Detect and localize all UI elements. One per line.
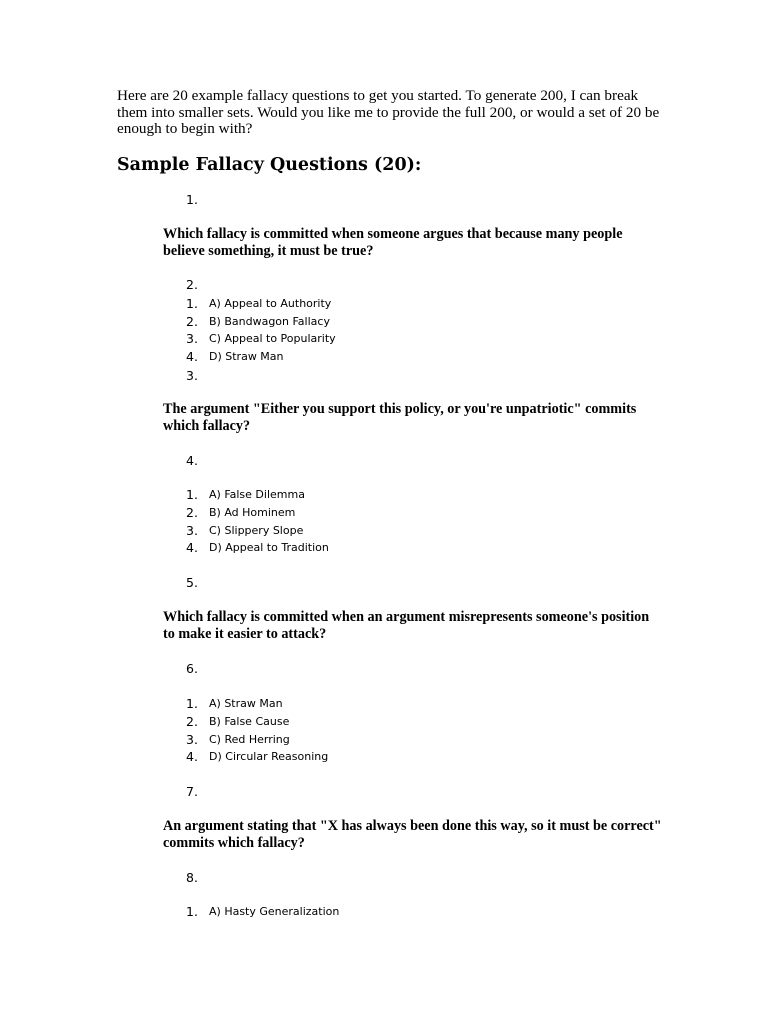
option-number: 1. bbox=[186, 296, 198, 311]
question-4-text: An argument stating that "X has always been done this way, so it must be correct" commits which fallacy? bbox=[163, 818, 662, 851]
list-number: 3. bbox=[186, 368, 198, 383]
option-number: 3. bbox=[186, 331, 198, 346]
option-number: 3. bbox=[186, 523, 198, 538]
question-1-option-c: C) Appeal to Popularity bbox=[209, 332, 336, 345]
question-1-text: Which fallacy is committed when someone argues that because many people believe something, it must be true? bbox=[163, 226, 623, 259]
list-number: 1. bbox=[186, 192, 198, 207]
option-number: 4. bbox=[186, 749, 198, 764]
option-number: 1. bbox=[186, 696, 198, 711]
question-3-option-b: B) False Cause bbox=[209, 715, 290, 728]
list-number: 8. bbox=[186, 870, 198, 885]
option-number: 2. bbox=[186, 505, 198, 520]
question-3-option-a: A) Straw Man bbox=[209, 697, 283, 710]
question-1-option-d: D) Straw Man bbox=[209, 350, 284, 363]
option-number: 2. bbox=[186, 714, 198, 729]
question-2-option-a: A) False Dilemma bbox=[209, 488, 305, 501]
question-2-text: The argument "Either you support this policy, or you're unpatriotic" commits which fallacy? bbox=[163, 401, 637, 434]
option-number: 4. bbox=[186, 349, 198, 364]
intro-paragraph: Here are 20 example fallacy questions to get you started. To generate 200, I can break them into smaller sets. Would you like me to provide the full 200, or would a set of 20 be enough to begin with? bbox=[117, 87, 660, 137]
list-number: 2. bbox=[186, 277, 198, 292]
question-4-option-a: A) Hasty Generalization bbox=[209, 905, 340, 918]
option-number: 2. bbox=[186, 314, 198, 329]
option-number: 1. bbox=[186, 904, 198, 919]
option-number: 4. bbox=[186, 540, 198, 555]
option-number: 1. bbox=[186, 487, 198, 502]
question-2-option-b: B) Ad Hominem bbox=[209, 506, 296, 519]
question-2-option-d: D) Appeal to Tradition bbox=[209, 541, 329, 554]
question-3-option-c: C) Red Herring bbox=[209, 733, 290, 746]
list-number: 5. bbox=[186, 575, 198, 590]
list-number: 7. bbox=[186, 784, 198, 799]
question-1-option-a: A) Appeal to Authority bbox=[209, 297, 332, 310]
list-number: 4. bbox=[186, 453, 198, 468]
question-1-option-b: B) Bandwagon Fallacy bbox=[209, 315, 330, 328]
question-2-option-c: C) Slippery Slope bbox=[209, 524, 304, 537]
option-number: 3. bbox=[186, 732, 198, 747]
section-heading: Sample Fallacy Questions (20): bbox=[117, 155, 422, 175]
list-number: 6. bbox=[186, 661, 198, 676]
question-3-text: Which fallacy is committed when an argument misrepresents someone's position to make it easier to attack? bbox=[163, 609, 650, 642]
question-3-option-d: D) Circular Reasoning bbox=[209, 750, 329, 763]
